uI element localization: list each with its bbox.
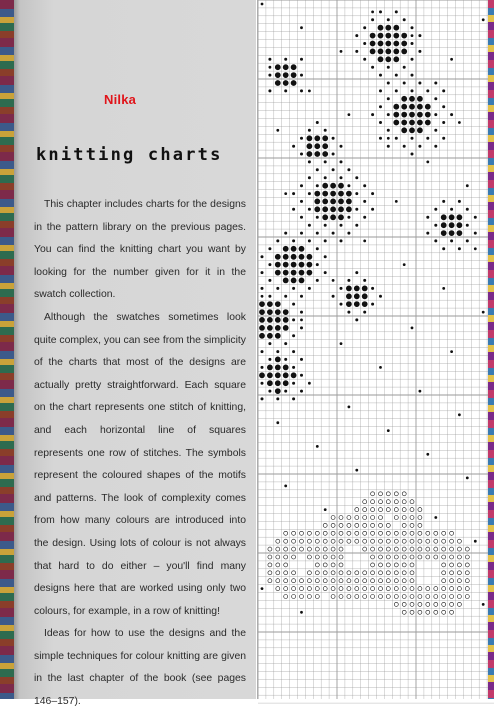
book-spine-edge	[0, 0, 14, 699]
paragraph: Ideas for how to use the designs and the simple techniques for colour knitting are given in the last chapter of the book (see pages 146–157).	[34, 628, 246, 708]
knitting-chart-grid	[257, 0, 495, 699]
chart-grid-svg	[258, 0, 494, 699]
page-edge-strip	[488, 0, 494, 699]
text-panel	[14, 0, 256, 708]
paragraph: This chapter includes charts for the designs in the pattern library on the previous pages. You can find the knitting chart you want by looking for the number given for it in the swatch collection.	[34, 199, 246, 301]
brand-watermark: Nilka	[104, 92, 137, 107]
chapter-title: knitting charts	[36, 145, 223, 165]
paragraph: Although the swatches sometimes look quite complex, you can see from the simplicity of the charts that most of the designs are actually pretty straightforward. Each square on the chart represents one stitch of knitting, and each horizontal line of squares represents one row of stitches. The symbols represent the coloured shapes of the motifs and patterns. The look of complexity comes from how many colours are introduced into the design. Using lots of colour is not always that hard to do either – you'll find many designs here that are worked using only two colours, for example, in a row of knitting!	[34, 311, 246, 617]
chapter-body	[34, 194, 246, 714]
